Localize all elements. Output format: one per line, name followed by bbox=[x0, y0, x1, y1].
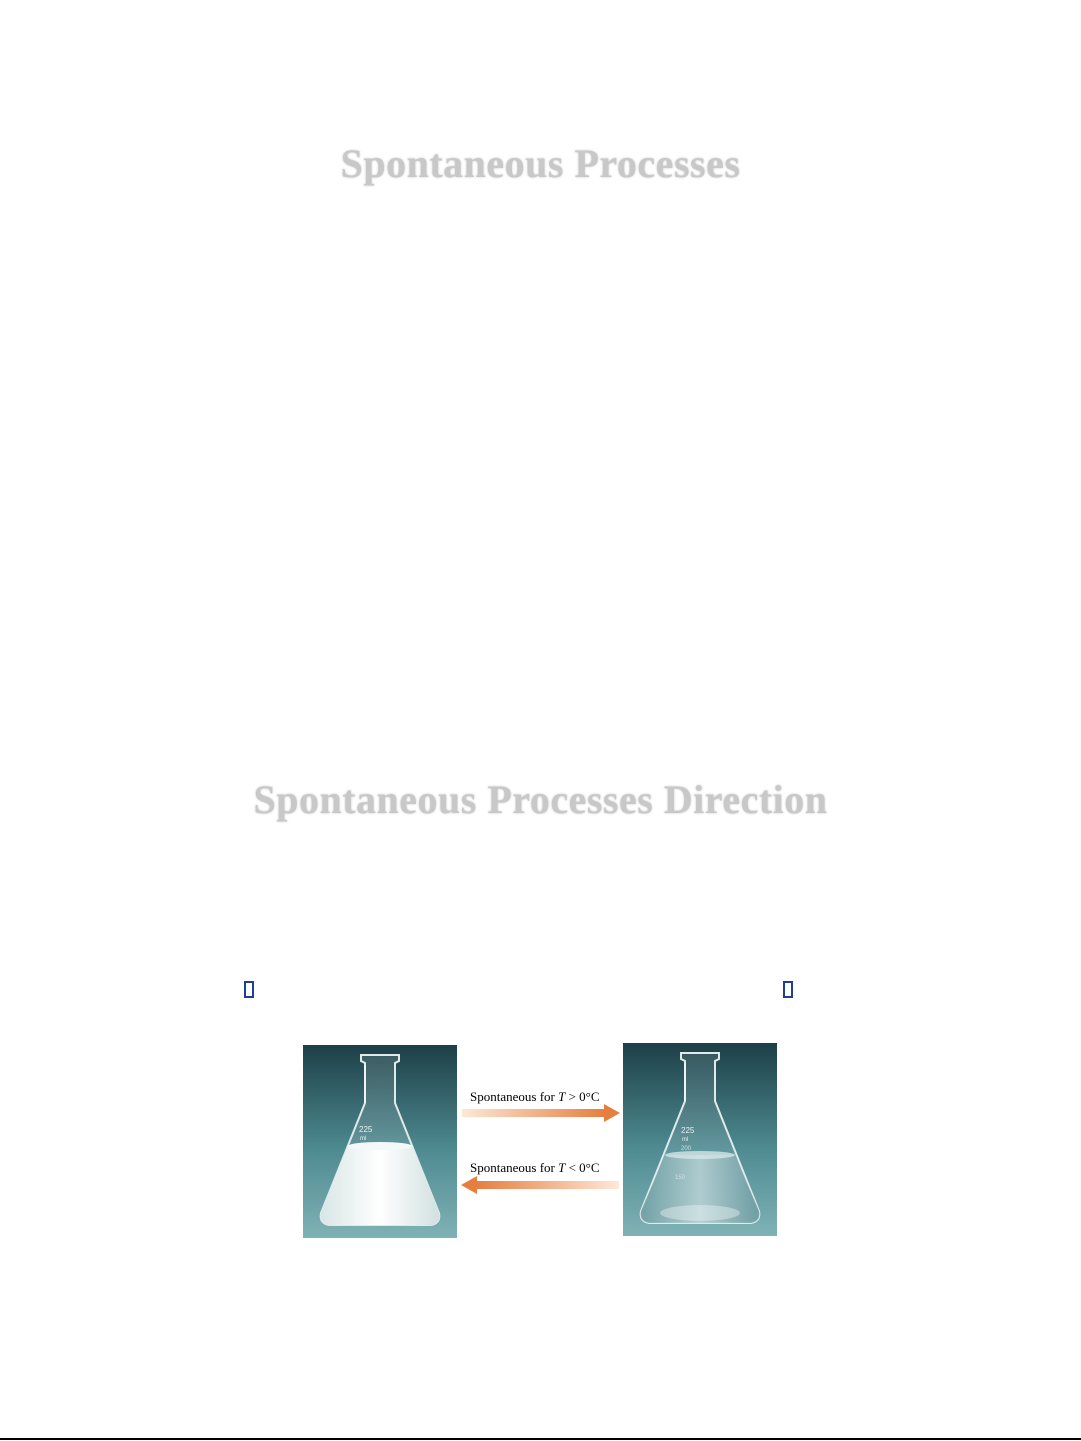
forward-arrow-label: Spontaneous for T > 0°C bbox=[470, 1089, 600, 1104]
reverse-arrow bbox=[459, 1175, 621, 1195]
svg-text:ml: ml bbox=[360, 1136, 367, 1142]
water-flask-photo bbox=[623, 1043, 777, 1236]
svg-text:150: 150 bbox=[675, 1175, 686, 1181]
page-bottom-rule bbox=[0, 1438, 1081, 1440]
section-heading: Spontaneous Processes Direction bbox=[253, 777, 828, 822]
missing-glyph-icon bbox=[783, 981, 793, 998]
flask-graduation: 225 bbox=[681, 1126, 695, 1135]
reverse-arrow-label: Spontaneous for T < 0°C bbox=[470, 1160, 600, 1175]
forward-arrow bbox=[460, 1103, 622, 1123]
page-title: Spontaneous Processes bbox=[340, 141, 741, 186]
svg-text:200: 200 bbox=[681, 1146, 692, 1152]
svg-text:ml: ml bbox=[682, 1137, 689, 1143]
ice-flask-photo bbox=[303, 1045, 457, 1238]
flask-graduation: 225 bbox=[359, 1125, 373, 1134]
missing-glyph-icon bbox=[244, 981, 254, 998]
